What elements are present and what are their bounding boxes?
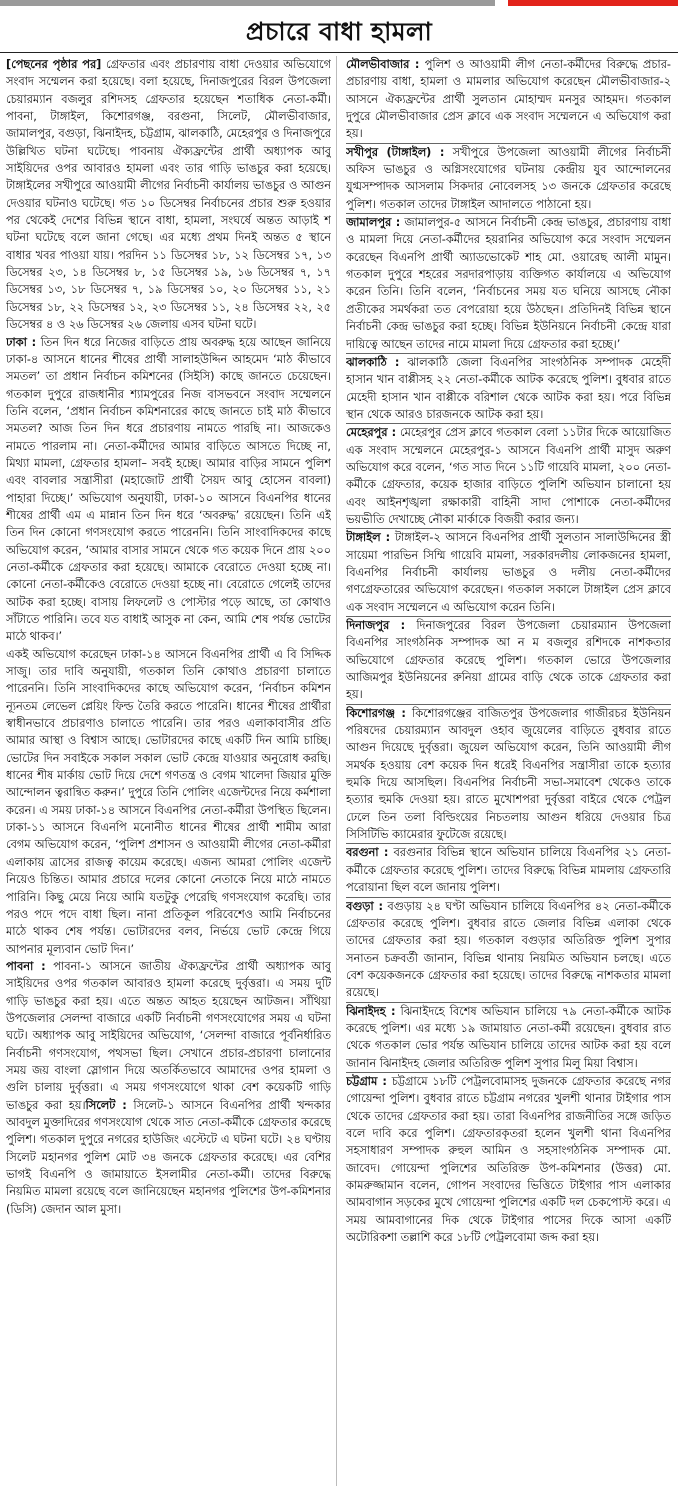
paragraph-text: পাবনা-১ আসনে জাতীয় ঐক্যফ্রন্টের প্রার্থী অধ্যাপক আবু সাইয়িদের ওপর গতকাল আবারও হামলা করেছে দুর্বৃত্তরা। এ সময় দুটি গাড়ি ভাঙচুর করা হয়। এতে অন্তত আহত হয়েছেন আটজন। সাঁথিয়া উপজেলার সেলন্দা বাজারে একটি নির্বাচনী গণসংযোগের সময় এ ঘটনা ঘটে। অধ্যাপক আবু সাইয়িদের অভিযোগ, ‘সেলন্দা বাজারে পূর্বনির্ধারিত নির্বাচনী গণসংযোগ, পথসভা ছিল। সেখানে প্রচার-প্রচারণা চালানোর সময় জয় বাংলা স্লোগান দিয়ে অতর্কিতভাবে আমাদের ওপর হামলা ও গুলি চালায় দুর্বৃত্তরা। এ সময় গণসংযোগে থাকা বেশ কয়েকটি গাড়ি ভাঙচুর করা হয়।: [6, 959, 331, 1112]
paragraph-lead: কিশোরগঞ্জ :: [346, 706, 406, 720]
paragraph-text: মেহেরপুর প্রেস ক্লাবে গতকাল বেলা ১১টার দিকে আয়োজিত এক সংবাদ সম্মেলনে মেহেরপুর-১ আসনে বিএনপি প্রার্থী মাসুদ অরুণ অভিযোগ করে বলেন, ‘গত সাত দিনে ১১টি গায়েবি মামলা, ২০০ নেতা-কর্মীকে গ্রেফতার, কয়েক হাজার বাড়িতে পুলিশি অভিযান চালানো হয় এবং আইনশৃঙ্খলা রক্ষাকারী বাহিনী সাদা পোশাকে নেতা-কর্মীদের ভয়ভীতি দেখাচ্ছে নৌকা মার্কাকে বিজয়ী করার জন্য।: [346, 426, 671, 526]
paragraph-text: জামালপুর-৫ আসনে নির্বাচনী কেন্দ্র ভাঙচুর, প্রচারণায় বাধা ও মামলা দিয়ে নেতা-কর্মীদের হয়রানির অভিযোগ করে সংবাদ সম্মেলন করেছেন বিএনপি প্রার্থী অ্যাডভোকেট শাহ মো. ওয়ারেছ আলী মামুন। গতকাল দুপুরে শহরের সরদারপাড়ায় ব্যক্তিগত কার্যালয়ে এ অভিযোগ করেন তিনি। তিনি বলেন, ‘নির্বাচনের সময় যত ঘনিয়ে আসছে নৌকা প্রতীকের সমর্থকরা তত বেপরোয়া হয়ে উঠছেন। প্রতিদিনই বিভিন্ন স্থানে নির্বাচনী কেন্দ্র ভাঙচুর করা হচ্ছে। বিভিন্ন ইউনিয়নে নির্বাচনী কেন্দ্রে যারা দায়িত্বে আছেন তাদের নামে মামলা দিয়ে গ্রেফতার করা হচ্ছে।’: [346, 216, 671, 351]
paragraph-lead: মৌলভীবাজার :: [346, 58, 420, 71]
paragraph-lead: সিলেট :: [85, 1098, 127, 1112]
paragraph-lead: মেহেরপুর :: [346, 426, 397, 440]
top-color-bar: [0, 0, 678, 12]
paragraph: [346, 704, 671, 844]
paragraph: [346, 843, 671, 896]
top-bar-red: [508, 0, 678, 6]
paragraph-text: তিন দিন ধরে নিজের বাড়িতে প্রায় অবরুদ্ধ হয়ে আছেন জানিয়ে ঢাকা-৪ আসনে ধানের শীষের প্রার্থী সালাহউদ্দিন আহমেদ ‘মাঠ কীভাবে সমতল’ তা প্রধান নির্বাচন কমিশনের (সিইসি) কাছে জানতে চেয়েছেন। গতকাল দুপুরে রাজধানীর শ্যামপুরের নিজ বাসভবনে সংবাদ সম্মেলনে তিনি বলেন, ‘প্রধান নির্বাচন কমিশনারের কাছে জানতে চাই মাঠ কীভাবে সমতল? আজ তিন দিন ধরে প্রচারণায় নামতে পারছি না। আজকেও নামতে পারলাম না। নেতা-কর্মীদের আমার বাড়িতে আসতে দিচ্ছে না, মিথ্যা মামলা, গ্রেফতার হামলা– সবই হচ্ছে। আমার বাড়ির সামনে পুলিশ এবং বাবলার সন্ত্রাসীরা (মহাজোট প্রার্থী সৈয়দ আবু হোসেন বাবলা) পাহারা দিচ্ছে।’ অভিযোগ অনুযায়ী, ঢাকা-১০ আসনে বিএনপির ধানের শীষের প্রার্থী এম এ মান্নান তিন দিন ধরে ‘অবরুদ্ধ’ রয়েছেন। তিনি এই তিন দিন কোনো গণসংযোগ করতে পারেননি। তিনি সাংবাদিকদের কাছে অভিযোগ করেন, ‘আমার বাসার সামনে থেকে গত কয়েক দিনে প্রায় ২০০ নেতা-কর্মীকে গ্রেফতার করা হয়েছে। আমাকে বেরোতে দেওয়া হচ্ছে না। কোনো নেতা-কর্মীকেও বেরোতে দেওয়া হচ্ছে না। বেরোতে গেলেই তাদের আটক করা হচ্ছে। বাসায় লিফলেট ও পোস্টার পড়ে আছে, তা কোথাও সাঁটাতে পারিনি। তবে যত বাধাই আসুক না কেন, আমি শেষ পর্যন্ত ভোটের মাঠে থাকব।’: [6, 335, 331, 644]
left-column: [6, 56, 331, 1486]
paragraph-lead: ঢাকা :: [6, 335, 37, 349]
paragraph-text: দিনাজপুরের বিরল উপজেলা চেয়ারম্যান উপজেলা বিএনপির সাংগঠনিক সম্পাদক আ ন ম বজলুর রশিদকে নাশকতার অভিযোগে গ্রেফতার করেছে পুলিশ। গতকাল ভোরে উপজেলার আজিমপুর ইউনিয়নের রুনিয়া গ্রামের বাড়ি থেকে তাকে গ্রেফতার করা হয়।: [346, 619, 671, 702]
paragraph: [346, 1072, 671, 1246]
right-column: [346, 56, 671, 1486]
paragraph-text: ঝালকাঠি জেলা বিএনপির সাংগঠনিক সম্পাদক মেহেদী হাসান খান বাপ্পীসহ ২২ নেতা-কর্মীকে আটক করেছে পুলিশ। বুধবার রাতে মেহেদী হাসান খান বাপ্পীকে বরিশাল থেকে আটক করা হয়। পরে বিভিন্ন স্থান থেকে আরও চারজনকে আটক করা হয়।: [346, 355, 671, 421]
paragraph-text: বরগুনার বিভিন্ন স্থানে অভিযান চালিয়ে বিএনপির ২১ নেতা-কর্মীকে গ্রেফতার করেছে পুলিশ। তাদের বিরুদ্ধে বিভিন্ন মামলায় গ্রেফতারি পরোয়ানা ছিল বলে জানায় পুলিশ।: [346, 846, 671, 895]
headline-rule: [0, 52, 678, 53]
paragraph: [6, 334, 331, 646]
paragraph-text: চট্টগ্রামে ১৮টি পেট্রলবোমাসহ দুজনকে গ্রেফতার করেছে নগর গোয়েন্দা পুলিশ। বুধবার রাতে চট্টগ্রাম নগরের খুলশী থানার টাইগার পাস থেকে তাদের গ্রেফতার করা হয়। তারা বিএনপির রাজনীতির সঙ্গে জড়িত বলে দাবি করে পুলিশ। গ্রেফতারকৃতরা হলেন খুলশী থানা বিএনপির সহসাধারণ সম্পাদক রুহুল আমিন ও সহসাংগঠনিক সম্পাদক মো. জাবেদ। গোয়েন্দা পুলিশের অতিরিক্ত উপ-কমিশনার (উত্তর) মো. কামরুজ্জামান বলেন, গোপন সংবাদের ভিত্তিতে টাইগার পাস এলাকার আমবাগান সড়কের মুখে গোয়েন্দা পুলিশের একটি দল চেকপোস্ট করে। এ সময় আমবাগানের দিক থেকে টাইগার পাসের দিকে আসা একটি অটোরিকশা তল্লাশি করে ১৮টি পেট্রলবোমা জব্দ করা হয়।: [346, 1074, 671, 1245]
page-headline: প্রচারে বাধা হামলা: [245, 17, 433, 46]
paragraph-lead: বরগুনা :: [346, 846, 389, 860]
paragraph: [346, 1002, 671, 1072]
paragraph-lead: পাবনা :: [6, 959, 46, 973]
paragraph: [346, 423, 671, 528]
paragraph: [346, 528, 671, 616]
column-divider: [336, 56, 337, 1486]
paragraph-text: গ্রেফতার এবং প্রচারণায় বাধা দেওয়ার অভিযোগে সংবাদ সম্মেলন করা হয়েছে। বলা হয়েছে, দিনাজপুরের বিরল উপজেলা চেয়ারম্যান বজলুর রশিদসহ গ্রেফতার হয়েছেন শতাধিক নেতা-কর্মী। পাবনা, টাঙ্গাইল, কিশোরগঞ্জ, বরগুনা, সিলেট, মৌলভীবাজার, জামালপুর, বগুড়া, ঝিনাইদহ, চট্টগ্রাম, ঝালকাঠি, মেহেরপুর ও দিনাজপুরে উল্লিখিত ঘটনা ঘটেছে। পাবনায় ঐক্যফ্রন্টের প্রার্থী অধ্যাপক আবু সাইয়িদের ওপর আবারও হামলা এবং তার গাড়ি ভাঙচুর করা হয়েছে। টাঙ্গাইলের সখীপুরে আওয়ামী লীগের নির্বাচনী কার্যালয় ভাঙচুর ও আগুন দেওয়ার ঘটনাও ঘটেছে। গত ১০ ডিসেম্বর নির্বাচনের প্রচার শুরু হওয়ার পর থেকেই দেশের বিভিন্ন স্থানে বাধা, হামলা, সংঘর্ষে অন্তত আড়াই শ ঘটনা ঘটেছে বলে জানা গেছে। এর মধ্যে প্রথম দিনই অন্তত ৫ স্থানে বাধার খবর পাওয়া যায়। পরদিন ১১ ডিসেম্বর ১৮, ১২ ডিসেম্বর ১৭, ১৩ ডিসেম্বর ২৩, ১৪ ডিসেম্বর ৮, ১৫ ডিসেম্বর ১৯, ১৬ ডিসেম্বর ৭, ১৭ ডিসেম্বর ১৩, ১৮ ডিসেম্বর ৭, ১৯ ডিসেম্বর ১০, ২০ ডিসেম্বর ১১, ২১ ডিসেম্বর ১৮, ২২ ডিসেম্বর ১২, ২৩ ডিসেম্বর ১১, ২৪ ডিসেম্বর ২২, ২৫ ডিসেম্বর ৪ ও ২৬ ডিসেম্বর ২৬ জেলায় এসব ঘটনা ঘটে।: [6, 58, 331, 332]
paragraph-text: একই অভিযোগ করেছেন ঢাকা-১৪ আসনে বিএনপির প্রার্থী এ বি সিদ্দিক সাজু। তার দাবি অনুযায়ী, গতকাল তিনি কোথাও প্রচারণা চালাতে পারেননি। তিনি সাংবাদিকদের কাছে অভিযোগ করেন, ‘নির্বাচন কমিশন ন্যূনতম লেভেল প্লেয়িং ফিল্ড তৈরি করতে পারেনি। ধানের শীষের প্রার্থীরা স্বাধীনভাবে প্রচারণাও চালাতে পারেনি। তার পরও এলাকাবাসীর প্রতি আমার আস্থা ও বিশ্বাস আছে। ভোটারদের কাছে একটি দিন আমি চাচ্ছি। ভোটের দিন সবাইকে সকাল সকাল ভোট কেন্দ্রে যাওয়ার অনুরোধ করছি। ধানের শীষ মার্কায় ভোট দিয়ে দেশে গণতন্ত্র ও বেগম খালেদা জিয়ার মুক্তি আন্দোলন ত্বরান্বিত করুন।’ দুপুরে তিনি পোলিং এজেন্টদের নিয়ে কর্মশালা করেন। এ সময় ঢাকা-১৪ আসনে বিএনপির নেতা-কর্মীরা উপস্থিত ছিলেন। ঢাকা-১১ আসনে বিএনপি মনোনীত ধানের শীষের প্রার্থী শামীম আরা বেগম অভিযোগ করেন, ‘পুলিশ প্রশাসন ও আওয়ামী লীগের নেতা-কর্মীরা এলাকায় ত্রাসের রাজত্ব কায়েম করেছে। এজন্য আমরা পোলিং এজেন্ট নিয়েও চিন্তিত। আমার প্রচারে দলের কোনো নেতাকে নিয়ে মাঠে নামতে পারিনি। কিছু মেয়ে নিয়ে আমি যতটুকু পেরেছি গণসংযোগ করেছি। তার পরও পদে পদে বাধা ছিল। নানা প্রতিকূল পরিবেশেও আমি নির্বাচনের মাঠে থাকব শেষ পর্যন্ত। ভোটারদের বলব, নির্ভয়ে ভোট কেন্দ্রে গিয়ে আপনার মূল্যবান ভোট দিন।’: [6, 647, 331, 956]
paragraph-lead: টাঙ্গাইল :: [346, 531, 391, 545]
paragraph: [346, 56, 671, 143]
paragraph-lead: চট্টগ্রাম :: [346, 1074, 387, 1088]
paragraph-lead: ঝিনাইদহ :: [346, 1004, 396, 1018]
paragraph: [6, 958, 331, 1218]
paragraph-lead: দিনাজপুর :: [346, 619, 406, 632]
paragraph-lead: [পেছনের পৃষ্ঠার পর]: [6, 58, 102, 71]
paragraph: [346, 616, 671, 704]
paragraph-text: টাঙ্গাইল-২ আসনে বিএনপির প্রার্থী সুলতান সালাউদ্দিনের স্ত্রী সায়েমা পারভিন সিম্মি গায়েবি মামলা, সরকারদলীয় লোকজনের হামলা, বিএনপির নির্বাচনী কার্যালয় ভাঙচুর ও দলীয় নেতা-কর্মীদের গণগ্রেফতারের অভিযোগ করেছেন। গতকাল সকালে টাঙ্গাইল প্রেস ক্লাবে এক সংবাদ সম্মেলনে এ অভিযোগ করেন তিনি।: [346, 531, 671, 614]
paragraph-text: সখীপুরে উপজেলা আওয়ামী লীগের নির্বাচনী অফিস ভাঙচুর ও অগ্নিসংযোগের ঘটনায় কেন্দ্রীয় যুব আন্দোলনের যুগ্মসম্পাদক আসলাম সিকদার নোবেলসহ ১৩ জনকে গ্রেফতার করেছে পুলিশ। গতকাল তাদের টাঙ্গাইল আদালতে পাঠানো হয়।: [346, 145, 671, 211]
paragraph-text: ঝিনাইদহে বিশেষ অভিযান চালিয়ে ৭৯ নেতা-কর্মীকে আটক করেছে পুলিশ। এর মধ্যে ১৯ জামায়াত নেতা-কর্মী রয়েছেন। বুধবার রাত থেকে গতকাল ভোর পর্যন্ত অভিযান চালিয়ে তাদের আটক করা হয় বলে জানান ঝিনাইদহ জেলার অতিরিক্ত পুলিশ সুপার মিলু মিয়া বিশ্বাস।: [346, 1004, 671, 1070]
paragraph-lead: ঝালকাঠি :: [346, 355, 400, 369]
top-bar-grey: [0, 0, 495, 6]
paragraph-lead: জামালপুর :: [346, 216, 401, 230]
paragraph-text: বগুড়ায় ২৪ ঘণ্টা অভিযান চালিয়ে বিএনপির ৪২ নেতা-কর্মীকে গ্রেফতার করেছে পুলিশ। বুধবার রাতে জেলার বিভিন্ন এলাকা থেকে তাদের গ্রেফতার করা হয়। গতকাল বগুড়ার অতিরিক্ত পুলিশ সুপার সনাতন চক্রবর্তী জানান, বিভিন্ন থানায় নিয়মিত অভিযান চলছে। এতে বেশ কয়েকজনকে গ্রেফতার করা হয়েছে। তাদের বিরুদ্ধে নাশকতার মামলা রয়েছে।: [346, 899, 671, 1000]
paragraph-text: সিলেট-১ আসনে বিএনপির প্রার্থী খন্দকার আবদুল মুক্তাদিরের গণসংযোগ থেকে সাত নেতা-কর্মীকে গ্রেফতার করেছে পুলিশ। গতকাল দুপুরে নগরের হাউজিং এস্টেটে এ ঘটনা ঘটে। ২৪ ঘণ্টায় সিলেট মহানগর পুলিশ মোট ৩৪ জনকে গ্রেফতার করেছে। এর বেশির ভাগই বিএনপি ও জামায়াতে ইসলামীর নেতা-কর্মী। তাদের বিরুদ্ধে নিয়মিত মামলা রয়েছে বলে জানিয়েছেন মহানগর পুলিশের উপ-কমিশনার (ডিসি) জেদান আল মুসা।: [6, 1098, 331, 1216]
paragraph-lead: সখীপুর (টাঙ্গাইল) :: [346, 145, 445, 159]
paragraph: [346, 353, 671, 423]
paragraph: [346, 143, 671, 213]
paragraph-lead: বগুড়া :: [346, 899, 383, 913]
paragraph: [6, 646, 331, 958]
paragraph-text: পুলিশ ও আওয়ামী লীগ নেতা-কর্মীদের বিরুদ্ধে প্রচার-প্রচারণায় বাধা, হামলা ও মামলার অভিযোগ করেছেন মৌলভীবাজার-২ আসনে ঐক্যফ্রন্টের প্রার্থী সুলতান মোহাম্মদ মনসুর আহমদ। গতকাল দুপুরে মৌলভীবাজার প্রেস ক্লাবে এক সংবাদ সম্মেলনে এ অভিযোগ করা হয়।: [346, 58, 671, 141]
paragraph: [346, 897, 671, 1002]
paragraph-text: কিশোরগঞ্জের বাজিতপুর উপজেলার গাজীরচর ইউনিয়ন পরিষদের চেয়ারম্যান আবদুল ওহাব জুয়েলের বাড়িতে বুধবার রাতে আগুন দিয়েছে দুর্বৃত্তরা। জুয়েল অভিযোগ করেন, তিনি আওয়ামী লীগ সমর্থক হওয়ায় বেশ কয়েক দিন ধরেই বিএনপির সন্ত্রাসীরা তাকে হত্যার হুমকি দিয়ে আসছিল। বিএনপির নির্বাচনী সভা-সমাবেশ থেকেও তাকে হত্যার হুমকি দেওয়া হয়। রাতে মুখোশপরা দুর্বৃত্তরা বাইরে থেকে পেট্রল ঢেলে তিন তলা বিল্ডিংয়ের নিচতলায় আগুন ধরিয়ে দেওয়ার চিত্র সিসিটিভি ক্যামেরার ফুটেজে রয়েছে।: [346, 706, 671, 842]
paragraph: [346, 213, 671, 353]
paragraph: [6, 56, 331, 334]
